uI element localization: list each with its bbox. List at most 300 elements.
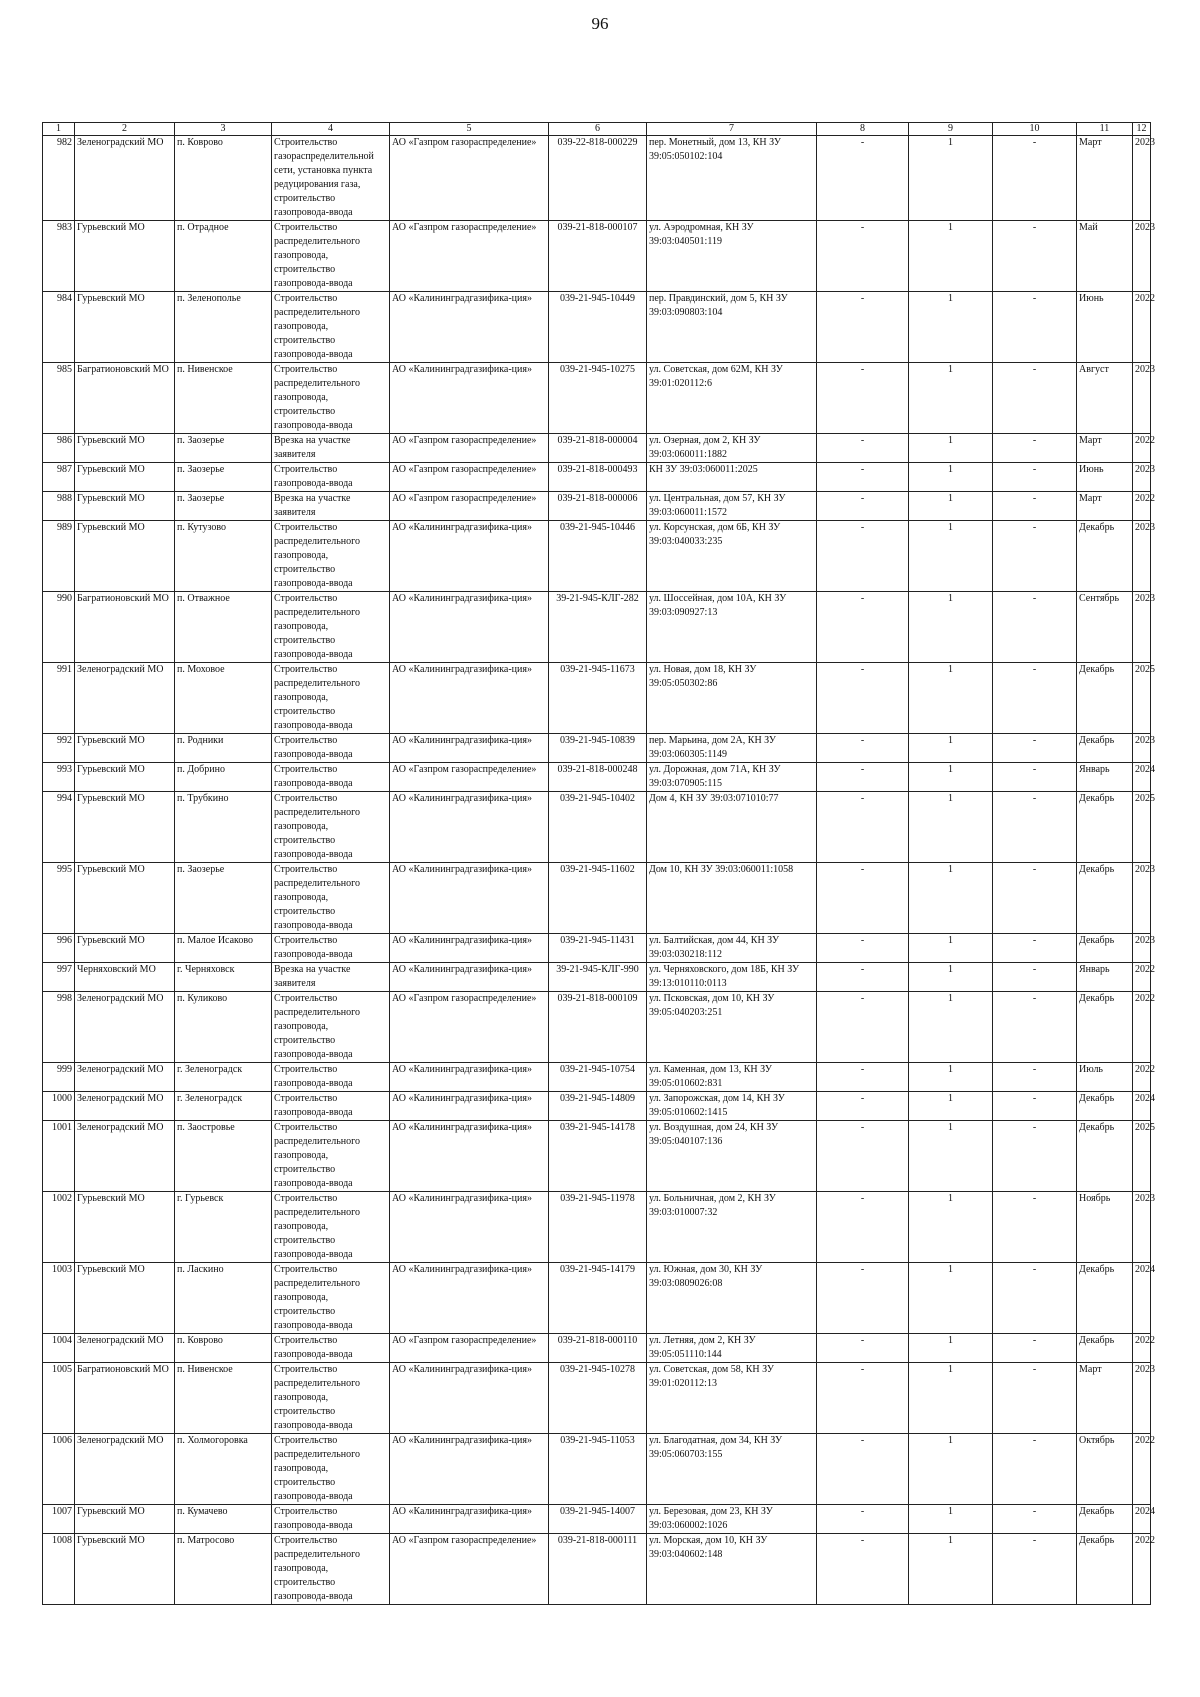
address-cell: ул. Центральная, дом 57, КН ЗУ 39:03:060011:1572 — [647, 492, 817, 521]
municipality-cell: Зеленоградский МО — [75, 1434, 175, 1505]
table-row — [43, 1263, 1151, 1334]
month-cell: Декабрь — [1077, 992, 1133, 1063]
column-9-cell: 1 — [909, 1263, 993, 1334]
organization-cell: АО «Газпром газораспределение» — [390, 492, 549, 521]
column-8-cell: - — [817, 1434, 909, 1505]
row-number-cell: 982 — [43, 136, 75, 221]
month-cell: Август — [1077, 363, 1133, 434]
address-cell: ул. Морская, дом 10, КН ЗУ 39:03:040602:148 — [647, 1534, 817, 1605]
year-cell: 2023 — [1133, 136, 1151, 221]
column-9-cell: 1 — [909, 1121, 993, 1192]
application-code-cell: 039-21-818-000006 — [549, 492, 647, 521]
table-row — [43, 734, 1151, 763]
application-code-cell: 039-21-945-14178 — [549, 1121, 647, 1192]
application-code-cell: 039-21-818-000493 — [549, 463, 647, 492]
municipality-cell: Зеленоградский МО — [75, 1334, 175, 1363]
column-8-cell: - — [817, 992, 909, 1063]
year-cell: 2022 — [1133, 492, 1151, 521]
table-row — [43, 1363, 1151, 1434]
column-10-cell: - — [993, 592, 1077, 663]
column-8-cell: - — [817, 492, 909, 521]
work-description-cell: Строительство газопровода-ввода — [272, 1063, 390, 1092]
year-cell: 2022 — [1133, 1063, 1151, 1092]
locality-cell: п. Заозерье — [175, 492, 272, 521]
address-cell: ул. Балтийская, дом 44, КН ЗУ 39:03:030218:112 — [647, 934, 817, 963]
work-description-cell: Строительство распределительного газопровода, строительство газопровода-ввода — [272, 663, 390, 734]
application-code-cell: 039-21-818-000110 — [549, 1334, 647, 1363]
column-9-cell: 1 — [909, 663, 993, 734]
work-description-cell: Строительство распределительного газопровода, строительство газопровода-ввода — [272, 1121, 390, 1192]
year-cell: 2025 — [1133, 1121, 1151, 1192]
locality-cell: п. Ласкино — [175, 1263, 272, 1334]
column-10-cell: - — [993, 1363, 1077, 1434]
column-8-cell: - — [817, 1505, 909, 1534]
year-cell: 2024 — [1133, 1505, 1151, 1534]
year-cell: 2023 — [1133, 221, 1151, 292]
locality-cell: п. Заозерье — [175, 863, 272, 934]
work-description-cell: Врезка на участке заявителя — [272, 492, 390, 521]
address-cell: Дом 4, КН ЗУ 39:03:071010:77 — [647, 792, 817, 863]
table-row — [43, 963, 1151, 992]
month-cell: Декабрь — [1077, 734, 1133, 763]
locality-cell: п. Зеленополье — [175, 292, 272, 363]
column-10-cell: - — [993, 963, 1077, 992]
address-cell: ул. Советская, дом 62М, КН ЗУ 39:01:020112:6 — [647, 363, 817, 434]
table-row — [43, 1063, 1151, 1092]
application-code-cell: 039-21-945-14179 — [549, 1263, 647, 1334]
month-cell: Декабрь — [1077, 1121, 1133, 1192]
table-row — [43, 363, 1151, 434]
column-9-cell: 1 — [909, 934, 993, 963]
work-description-cell: Строительство газораспределительной сети, установка пункта редуцирования газа, строительство газопровода-ввода — [272, 136, 390, 221]
column-8-cell: - — [817, 1092, 909, 1121]
register-body — [43, 136, 1155, 1605]
column-9-cell: 1 — [909, 1534, 993, 1605]
column-9-cell: 1 — [909, 221, 993, 292]
address-cell: ул. Озерная, дом 2, КН ЗУ 39:03:060011:1882 — [647, 434, 817, 463]
column-9-cell: 1 — [909, 292, 993, 363]
locality-cell: п. Кумачево — [175, 1505, 272, 1534]
column-9-cell: 1 — [909, 1434, 993, 1505]
column-10-cell: - — [993, 292, 1077, 363]
column-header: 6 — [549, 123, 647, 136]
row-number-cell: 987 — [43, 463, 75, 492]
organization-cell: АО «Калининградгазифика-ция» — [390, 363, 549, 434]
application-code-cell: 39-21-945-КЛГ-282 — [549, 592, 647, 663]
column-header: 11 — [1077, 123, 1133, 136]
organization-cell: АО «Калининградгазифика-ция» — [390, 1505, 549, 1534]
row-number-cell: 983 — [43, 221, 75, 292]
month-cell: Июль — [1077, 1063, 1133, 1092]
column-9-cell: 1 — [909, 1363, 993, 1434]
table-row — [43, 463, 1151, 492]
column-number-row — [43, 123, 1151, 136]
table-row — [43, 221, 1151, 292]
work-description-cell: Строительство распределительного газопровода, строительство газопровода-ввода — [272, 221, 390, 292]
column-8-cell: - — [817, 1063, 909, 1092]
row-number-cell: 988 — [43, 492, 75, 521]
work-description-cell: Строительство газопровода-ввода — [272, 734, 390, 763]
row-number-cell: 997 — [43, 963, 75, 992]
column-10-cell: - — [993, 363, 1077, 434]
month-cell: Декабрь — [1077, 521, 1133, 592]
address-cell: ул. Корсунская, дом 6Б, КН ЗУ 39:03:040033:235 — [647, 521, 817, 592]
month-cell: Март — [1077, 434, 1133, 463]
organization-cell: АО «Газпром газораспределение» — [390, 434, 549, 463]
year-cell: 2024 — [1133, 763, 1151, 792]
locality-cell: п. Добрино — [175, 763, 272, 792]
year-cell: 2022 — [1133, 1534, 1151, 1605]
year-cell: 2024 — [1133, 1263, 1151, 1334]
application-code-cell: 039-21-945-10446 — [549, 521, 647, 592]
municipality-cell: Гурьевский МО — [75, 1505, 175, 1534]
application-code-cell: 039-21-818-000111 — [549, 1534, 647, 1605]
column-9-cell: 1 — [909, 734, 993, 763]
row-number-cell: 999 — [43, 1063, 75, 1092]
month-cell: Ноябрь — [1077, 1192, 1133, 1263]
locality-cell: г. Черняховск — [175, 963, 272, 992]
row-number-cell: 1004 — [43, 1334, 75, 1363]
month-cell: Январь — [1077, 963, 1133, 992]
year-cell: 2025 — [1133, 792, 1151, 863]
application-code-cell: 039-22-818-000229 — [549, 136, 647, 221]
column-10-cell: - — [993, 521, 1077, 592]
work-description-cell: Строительство распределительного газопровода, строительство газопровода-ввода — [272, 592, 390, 663]
column-10-cell: - — [993, 463, 1077, 492]
organization-cell: АО «Газпром газораспределение» — [390, 1534, 549, 1605]
column-10-cell: - — [993, 734, 1077, 763]
work-description-cell: Строительство распределительного газопровода, строительство газопровода-ввода — [272, 1263, 390, 1334]
work-description-cell: Строительство распределительного газопровода, строительство газопровода-ввода — [272, 1534, 390, 1605]
column-header: 10 — [993, 123, 1077, 136]
column-9-cell: 1 — [909, 1192, 993, 1263]
year-cell: 2022 — [1133, 963, 1151, 992]
year-cell: 2022 — [1133, 1434, 1151, 1505]
application-code-cell: 039-21-945-14007 — [549, 1505, 647, 1534]
table-row — [43, 992, 1151, 1063]
organization-cell: АО «Калининградгазифика-ция» — [390, 1263, 549, 1334]
locality-cell: г. Зеленоградск — [175, 1063, 272, 1092]
organization-cell: АО «Калининградгазифика-ция» — [390, 963, 549, 992]
column-8-cell: - — [817, 734, 909, 763]
organization-cell: АО «Калининградгазифика-ция» — [390, 292, 549, 363]
year-cell: 2023 — [1133, 734, 1151, 763]
address-cell: Дом 10, КН ЗУ 39:03:060011:1058 — [647, 863, 817, 934]
table-row — [43, 521, 1151, 592]
column-8-cell: - — [817, 863, 909, 934]
application-code-cell: 039-21-818-000004 — [549, 434, 647, 463]
application-code-cell: 039-21-945-10754 — [549, 1063, 647, 1092]
municipality-cell: Зеленоградский МО — [75, 1121, 175, 1192]
work-description-cell: Строительство распределительного газопровода, строительство газопровода-ввода — [272, 1192, 390, 1263]
year-cell: 2023 — [1133, 863, 1151, 934]
locality-cell: п. Моховое — [175, 663, 272, 734]
address-cell: ул. Летняя, дом 2, КН ЗУ 39:05:051110:144 — [647, 1334, 817, 1363]
locality-cell: г. Зеленоградск — [175, 1092, 272, 1121]
address-cell: ул. Советская, дом 58, КН ЗУ 39:01:020112:13 — [647, 1363, 817, 1434]
month-cell: Октябрь — [1077, 1434, 1133, 1505]
application-code-cell: 039-21-945-11431 — [549, 934, 647, 963]
year-cell: 2023 — [1133, 934, 1151, 963]
table-row — [43, 1434, 1151, 1505]
table-row — [43, 434, 1151, 463]
work-description-cell: Строительство распределительного газопровода, строительство газопровода-ввода — [272, 521, 390, 592]
address-cell: КН ЗУ 39:03:060011:2025 — [647, 463, 817, 492]
month-cell: Декабрь — [1077, 1534, 1133, 1605]
organization-cell: АО «Калининградгазифика-ция» — [390, 1063, 549, 1092]
row-number-cell: 991 — [43, 663, 75, 734]
application-code-cell: 039-21-945-11053 — [549, 1434, 647, 1505]
table-row — [43, 663, 1151, 734]
table-row — [43, 934, 1151, 963]
column-8-cell: - — [817, 221, 909, 292]
month-cell: Декабрь — [1077, 1505, 1133, 1534]
organization-cell: АО «Калининградгазифика-ция» — [390, 1434, 549, 1505]
month-cell: Декабрь — [1077, 663, 1133, 734]
locality-cell: п. Холмогоровка — [175, 1434, 272, 1505]
work-description-cell: Строительство распределительного газопровода, строительство газопровода-ввода — [272, 363, 390, 434]
municipality-cell: Багратионовский МО — [75, 592, 175, 663]
column-8-cell: - — [817, 1263, 909, 1334]
application-code-cell: 39-21-945-КЛГ-990 — [549, 963, 647, 992]
column-8-cell: - — [817, 1363, 909, 1434]
column-8-cell: - — [817, 963, 909, 992]
organization-cell: АО «Газпром газораспределение» — [390, 763, 549, 792]
municipality-cell: Зеленоградский МО — [75, 136, 175, 221]
column-10-cell: - — [993, 934, 1077, 963]
organization-cell: АО «Газпром газораспределение» — [390, 221, 549, 292]
row-number-cell: 1000 — [43, 1092, 75, 1121]
address-cell: ул. Больничная, дом 2, КН ЗУ 39:03:010007:32 — [647, 1192, 817, 1263]
municipality-cell: Гурьевский МО — [75, 221, 175, 292]
locality-cell: п. Заостровье — [175, 1121, 272, 1192]
municipality-cell: Гурьевский МО — [75, 763, 175, 792]
column-9-cell: 1 — [909, 792, 993, 863]
work-description-cell: Строительство газопровода-ввода — [272, 934, 390, 963]
application-code-cell: 039-21-945-10839 — [549, 734, 647, 763]
municipality-cell: Гурьевский МО — [75, 792, 175, 863]
column-10-cell: - — [993, 1192, 1077, 1263]
month-cell: Май — [1077, 221, 1133, 292]
page-number: 96 — [591, 14, 609, 33]
column-8-cell: - — [817, 521, 909, 592]
year-cell: 2023 — [1133, 463, 1151, 492]
work-description-cell: Врезка на участке заявителя — [272, 434, 390, 463]
municipality-cell: Зеленоградский МО — [75, 1063, 175, 1092]
year-cell: 2023 — [1133, 1192, 1151, 1263]
address-cell: ул. Березовая, дом 23, КН ЗУ 39:03:060002:1026 — [647, 1505, 817, 1534]
municipality-cell: Зеленоградский МО — [75, 1092, 175, 1121]
column-9-cell: 1 — [909, 434, 993, 463]
work-description-cell: Строительство газопровода-ввода — [272, 463, 390, 492]
column-9-cell: 1 — [909, 463, 993, 492]
table-row — [43, 292, 1151, 363]
column-8-cell: - — [817, 1334, 909, 1363]
year-cell: 2022 — [1133, 992, 1151, 1063]
address-cell: ул. Благодатная, дом 34, КН ЗУ 39:05:060703:155 — [647, 1434, 817, 1505]
year-cell: 2022 — [1133, 1334, 1151, 1363]
address-cell: ул. Псковская, дом 10, КН ЗУ 39:05:040203:251 — [647, 992, 817, 1063]
municipality-cell: Гурьевский МО — [75, 292, 175, 363]
column-9-cell: 1 — [909, 1505, 993, 1534]
month-cell: Декабрь — [1077, 1263, 1133, 1334]
locality-cell: п. Отрадное — [175, 221, 272, 292]
locality-cell: п. Куликово — [175, 992, 272, 1063]
column-9-cell: 1 — [909, 1092, 993, 1121]
work-description-cell: Строительство газопровода-ввода — [272, 1505, 390, 1534]
row-number-cell: 996 — [43, 934, 75, 963]
column-8-cell: - — [817, 1192, 909, 1263]
month-cell: Декабрь — [1077, 1334, 1133, 1363]
month-cell: Декабрь — [1077, 934, 1133, 963]
table-row — [43, 863, 1151, 934]
column-10-cell: - — [993, 992, 1077, 1063]
year-cell: 2022 — [1133, 434, 1151, 463]
month-cell: Март — [1077, 136, 1133, 221]
work-description-cell: Строительство газопровода-ввода — [272, 1334, 390, 1363]
row-number-cell: 998 — [43, 992, 75, 1063]
organization-cell: АО «Газпром газораспределение» — [390, 992, 549, 1063]
table-row — [43, 1505, 1151, 1534]
application-code-cell: 039-21-945-11602 — [549, 863, 647, 934]
row-number-cell: 1006 — [43, 1434, 75, 1505]
address-cell: ул. Аэродромная, КН ЗУ 39:03:040501:119 — [647, 221, 817, 292]
municipality-cell: Багратионовский МО — [75, 1363, 175, 1434]
register-table — [42, 122, 1155, 1605]
municipality-cell: Зеленоградский МО — [75, 992, 175, 1063]
column-10-cell: - — [993, 1334, 1077, 1363]
municipality-cell: Гурьевский МО — [75, 1263, 175, 1334]
row-number-cell: 1005 — [43, 1363, 75, 1434]
year-cell: 2024 — [1133, 1092, 1151, 1121]
column-header: 4 — [272, 123, 390, 136]
address-cell: пер. Правдинский, дом 5, КН ЗУ 39:03:090803:104 — [647, 292, 817, 363]
organization-cell: АО «Калининградгазифика-ция» — [390, 792, 549, 863]
organization-cell: АО «Калининградгазифика-ция» — [390, 663, 549, 734]
locality-cell: п. Родники — [175, 734, 272, 763]
row-number-cell: 1002 — [43, 1192, 75, 1263]
municipality-cell: Гурьевский МО — [75, 463, 175, 492]
month-cell: Декабрь — [1077, 1092, 1133, 1121]
column-header: 9 — [909, 123, 993, 136]
column-9-cell: 1 — [909, 863, 993, 934]
column-10-cell: - — [993, 763, 1077, 792]
month-cell: Декабрь — [1077, 792, 1133, 863]
row-number-cell: 989 — [43, 521, 75, 592]
locality-cell: п. Коврово — [175, 136, 272, 221]
locality-cell: п. Заозерье — [175, 463, 272, 492]
column-10-cell: - — [993, 663, 1077, 734]
table-row — [43, 1334, 1151, 1363]
column-10-cell: - — [993, 221, 1077, 292]
application-code-cell: 039-21-945-11673 — [549, 663, 647, 734]
application-code-cell: 039-21-818-000107 — [549, 221, 647, 292]
application-code-cell: 039-21-818-000248 — [549, 763, 647, 792]
address-cell: ул. Новая, дом 18, КН ЗУ 39:05:050302:86 — [647, 663, 817, 734]
column-10-cell: - — [993, 1505, 1077, 1534]
column-9-cell: 1 — [909, 521, 993, 592]
column-9-cell: 1 — [909, 1063, 993, 1092]
column-8-cell: - — [817, 1121, 909, 1192]
locality-cell: п. Нивенское — [175, 363, 272, 434]
row-number-cell: 1003 — [43, 1263, 75, 1334]
row-number-cell: 986 — [43, 434, 75, 463]
column-8-cell: - — [817, 363, 909, 434]
work-description-cell: Строительство газопровода-ввода — [272, 763, 390, 792]
column-header: 8 — [817, 123, 909, 136]
organization-cell: АО «Калининградгазифика-ция» — [390, 1192, 549, 1263]
column-8-cell: - — [817, 663, 909, 734]
column-10-cell: - — [993, 863, 1077, 934]
table-row — [43, 792, 1151, 863]
locality-cell: г. Гурьевск — [175, 1192, 272, 1263]
column-10-cell: - — [993, 1263, 1077, 1334]
column-10-cell: - — [993, 492, 1077, 521]
locality-cell: п. Малое Исаково — [175, 934, 272, 963]
work-description-cell: Строительство распределительного газопровода, строительство газопровода-ввода — [272, 1363, 390, 1434]
municipality-cell: Гурьевский МО — [75, 863, 175, 934]
address-cell: ул. Дорожная, дом 71А, КН ЗУ 39:03:070905:115 — [647, 763, 817, 792]
organization-cell: АО «Калининградгазифика-ция» — [390, 1363, 549, 1434]
column-header: 12 — [1133, 123, 1151, 136]
year-cell: 2025 — [1133, 663, 1151, 734]
application-code-cell: 039-21-945-10449 — [549, 292, 647, 363]
column-10-cell: - — [993, 1063, 1077, 1092]
organization-cell: АО «Газпром газораспределение» — [390, 136, 549, 221]
address-cell: ул. Шоссейная, дом 10А, КН ЗУ 39:03:090927:13 — [647, 592, 817, 663]
municipality-cell: Гурьевский МО — [75, 492, 175, 521]
table-row — [43, 763, 1151, 792]
row-number-cell: 985 — [43, 363, 75, 434]
address-cell: пер. Марьина, дом 2А, КН ЗУ 39:03:060305:1149 — [647, 734, 817, 763]
organization-cell: АО «Калининградгазифика-ция» — [390, 1092, 549, 1121]
locality-cell: п. Нивенское — [175, 1363, 272, 1434]
column-8-cell: - — [817, 434, 909, 463]
column-header: 5 — [390, 123, 549, 136]
column-8-cell: - — [817, 792, 909, 863]
table-row — [43, 592, 1151, 663]
column-9-cell: 1 — [909, 136, 993, 221]
column-9-cell: 1 — [909, 592, 993, 663]
application-code-cell: 039-21-945-10275 — [549, 363, 647, 434]
column-9-cell: 1 — [909, 763, 993, 792]
municipality-cell: Зеленоградский МО — [75, 663, 175, 734]
year-cell: 2023 — [1133, 1363, 1151, 1434]
locality-cell: п. Отважное — [175, 592, 272, 663]
column-8-cell: - — [817, 463, 909, 492]
column-10-cell: - — [993, 1121, 1077, 1192]
year-cell: 2022 — [1133, 292, 1151, 363]
column-10-cell: - — [993, 792, 1077, 863]
address-cell: пер. Монетный, дом 13, КН ЗУ 39:05:050102:104 — [647, 136, 817, 221]
organization-cell: АО «Газпром газораспределение» — [390, 1334, 549, 1363]
month-cell: Июнь — [1077, 463, 1133, 492]
municipality-cell: Гурьевский МО — [75, 934, 175, 963]
row-number-cell: 992 — [43, 734, 75, 763]
application-code-cell: 039-21-818-000109 — [549, 992, 647, 1063]
table-row — [43, 492, 1151, 521]
column-9-cell: 1 — [909, 992, 993, 1063]
work-description-cell: Строительство распределительного газопровода, строительство газопровода-ввода — [272, 292, 390, 363]
column-9-cell: 1 — [909, 1334, 993, 1363]
address-cell: ул. Воздушная, дом 24, КН ЗУ 39:05:040107:136 — [647, 1121, 817, 1192]
row-number-cell: 990 — [43, 592, 75, 663]
work-description-cell: Строительство распределительного газопровода, строительство газопровода-ввода — [272, 863, 390, 934]
row-number-cell: 993 — [43, 763, 75, 792]
column-header: 2 — [75, 123, 175, 136]
application-code-cell: 039-21-945-14809 — [549, 1092, 647, 1121]
month-cell: Сентябрь — [1077, 592, 1133, 663]
